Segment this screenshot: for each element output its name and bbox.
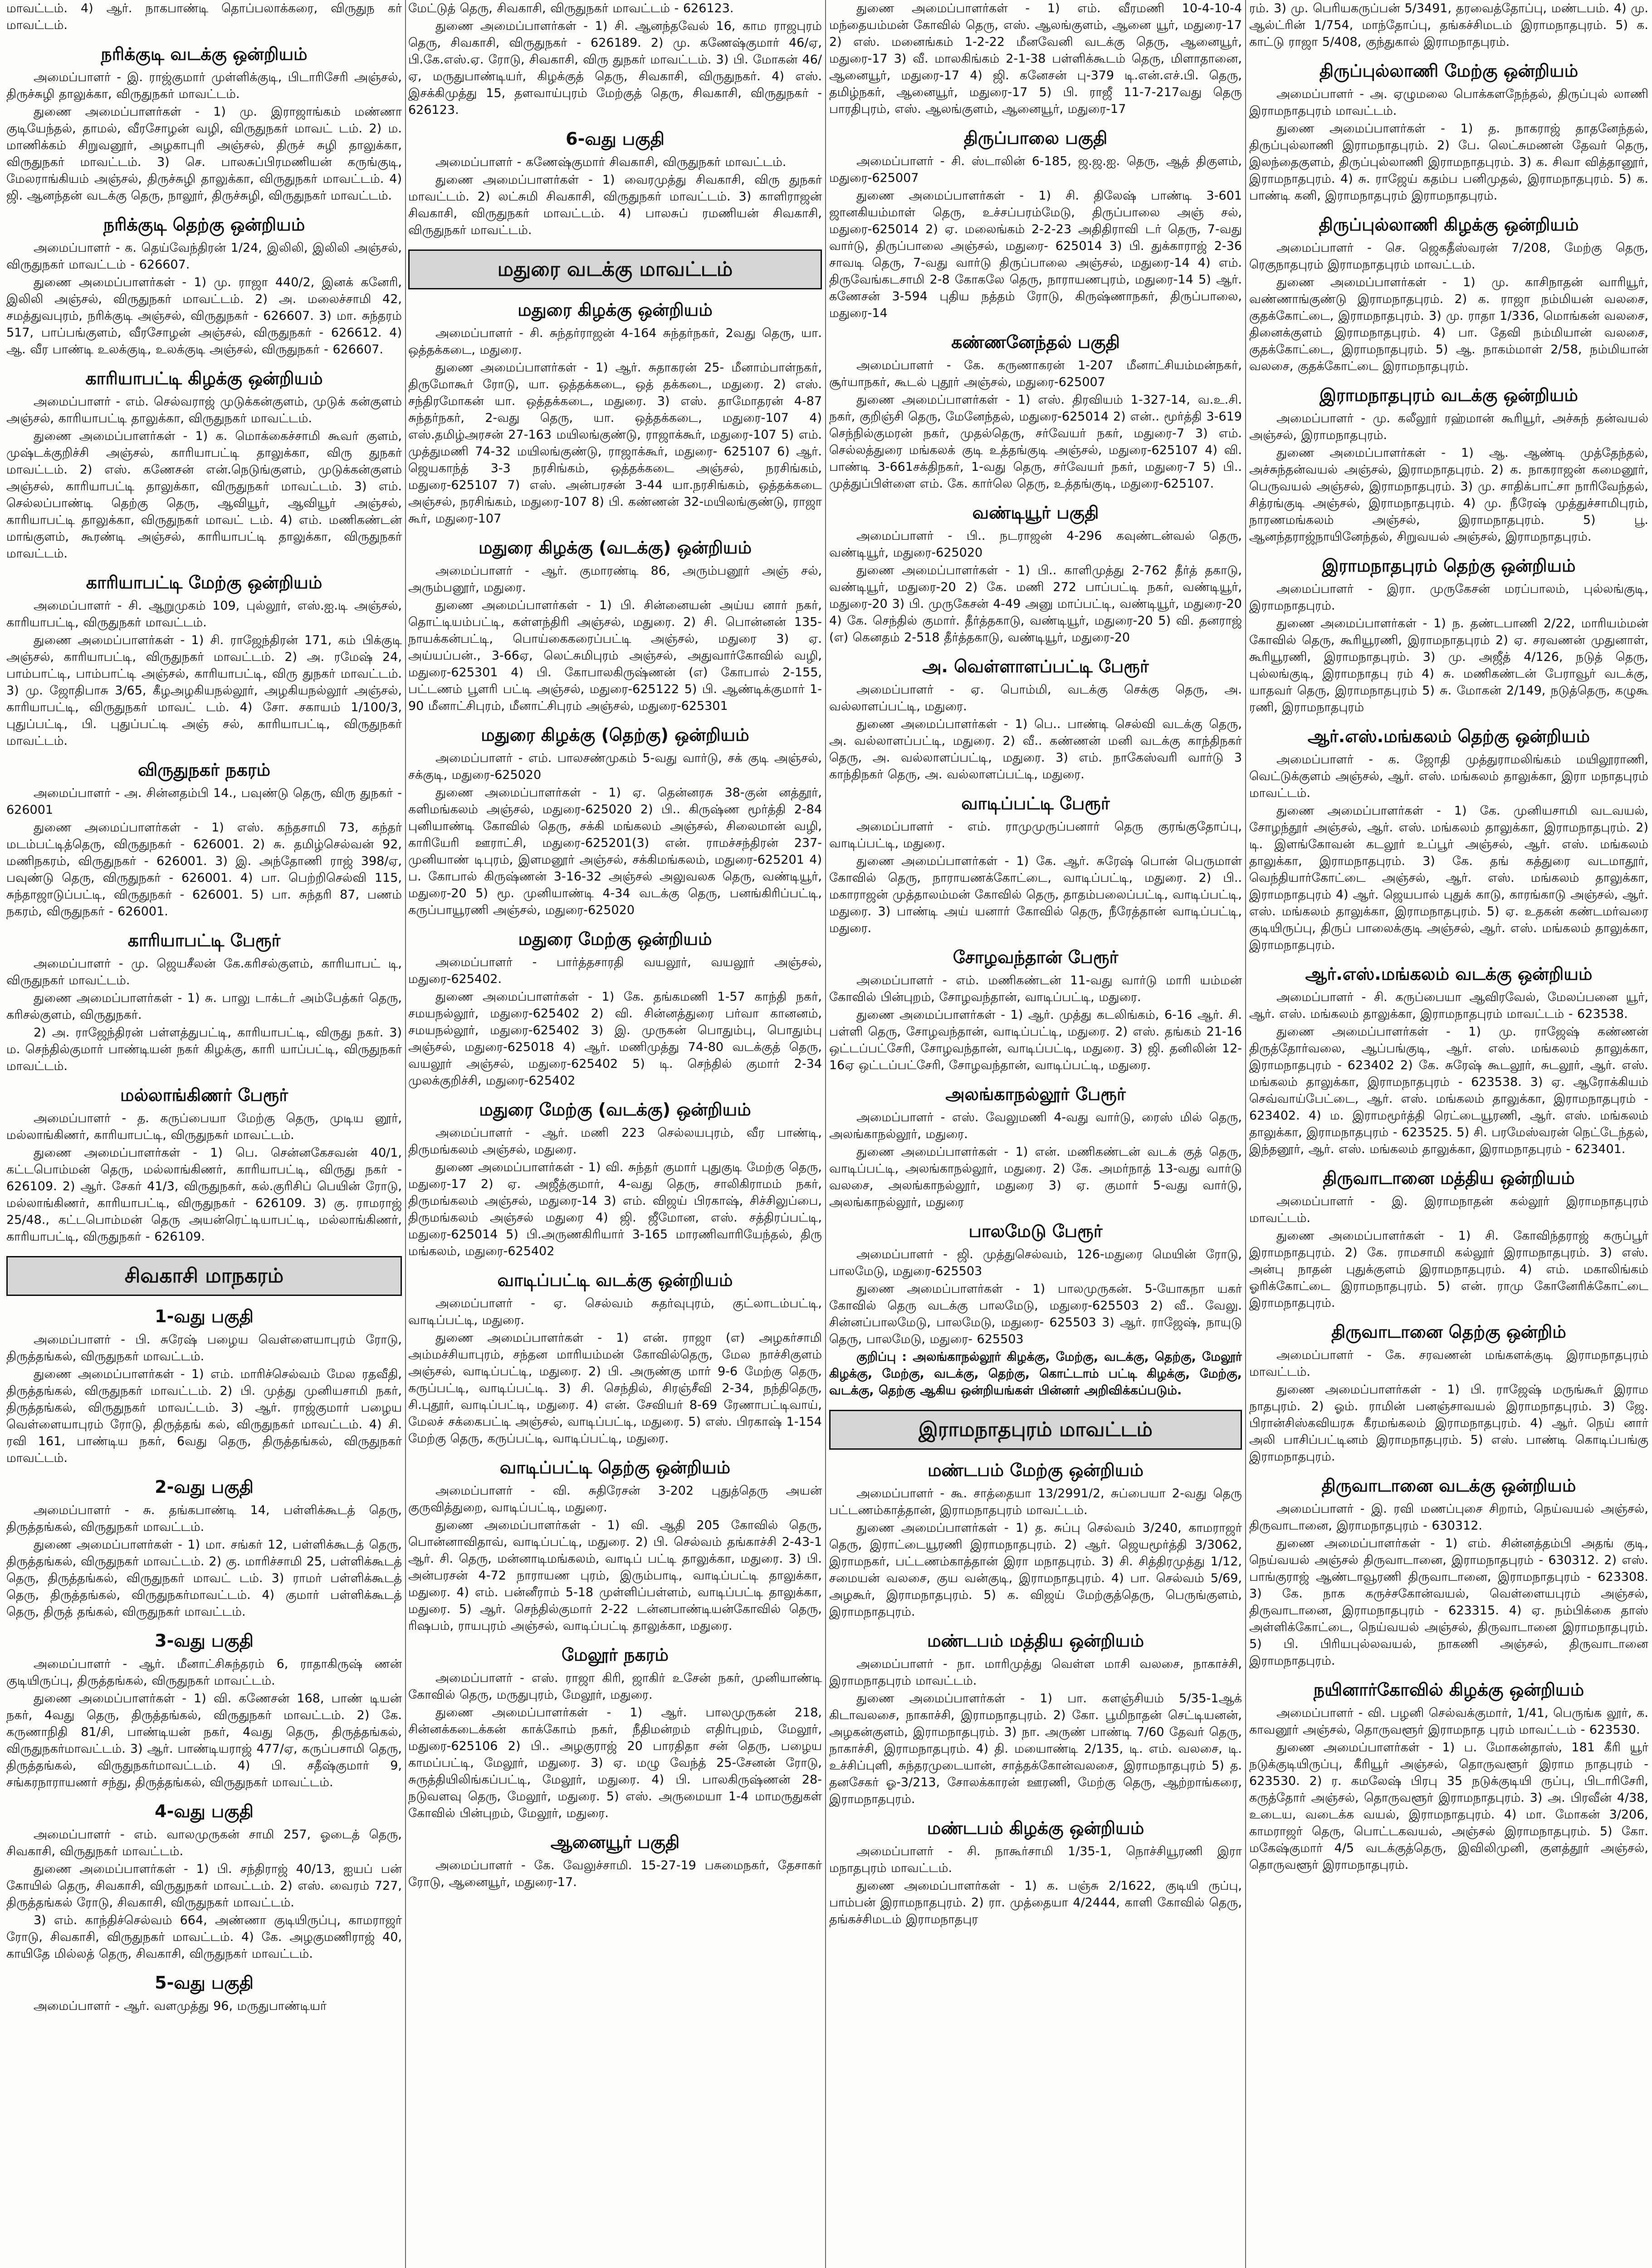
- section-heading: காரியாபட்டி கிழக்கு ஒன்றியம்: [85, 368, 323, 388]
- entry-paragraph: அமைப்பாளர் - அ. சின்னதம்பி 14., பவுண்டு தெரு, விரு துநகர் - 626001: [6, 786, 402, 817]
- entry-paragraph: அமைப்பாளர் - வி. சுதிரேசன் 3-202 புதுத்தெரு அயன் குருவித்துறை, வாடிப்பட்டி, மதுரை.: [408, 1484, 822, 1515]
- entry-paragraph: துணை அமைப்பாளர்கள் - 1) ஆர். சுதாகரன் 25- மீனாம்பாள்நகர், திருமோகூர் ரோடு, யா. ஒத்தக்கடை, ஒத் தக்கடை, மதுரை. 2) எஸ். சந்திரமோகன் யா. ஒத்தக்கடை, மதுரை. 3) எஸ். தாமோதரன் 4-87 சுந்தர்நகர், 2-வது தெரு, யா. ஒத்தக்கடை, மதுரை-107 4) எஸ்.தமிழ்அரசன் 27-163 மயிலங்குண்டு, ராஜாக்கூர், மதுரை-107 5) எம். முத்துமணி 74-32 மயிலங்குண்டு, ராஜாக்கூர், மதுரை- 625107 6) ஆர். ஜெயகாந்த் 3-3 நரசிங்கம், ஒத்தக்கடை அஞ்சல், நரசிங்கம், மதுரை-625107 7) எஸ். அன்பரசன் 3-44 யா.நரசிங்கம், ஒத்தக்கடை அஞ்சல், நரசிங்கம், மதுரை-107 8) பி. கண்ணன் 32-மயிலங்குண்டு, ராஜா கூர், மதுரை-107: [408, 361, 822, 526]
- section-heading: திருப்புல்லாணி கிழக்கு ஒன்றியம்: [1319, 215, 1579, 235]
- section-heading: வாடிப்பட்டி பேரூர்: [961, 793, 1110, 813]
- entry-paragraph: துணை அமைப்பாளர்கள் - 1) வி. ஆதி 205 கோவில் தெரு, பொன்னாவிதாவ், வாடிப்பட்டி, மதுரை. 2) பி. செல்வம் தங்காச்சி 2-43-1 ஆர். சி. தெரு, மன்னாடிமங்கலம், வாடிப் பட்டி தாலுக்கா, மதுரை. 3) பி. அன்பரசன் 4-72 நாராயண புரம், இரும்பாடி, வாடிப்பட்டி தாலுக்கா, மதுரை. 4) எம். பன்னீராம் 5-18 முள்ளிப்பள்ளம், வாடிப்பட்டி தாலுக்கா, மதுரை. 5) ஆர். செந்தில்குமார் 2-22 டன்னபாண்டியன்கோவில் தெரு, ரிஷபம், ராயபுரம் அஞ்சல், வாடிப்பட்டி தாலுக்கா, மதுரை.: [408, 1518, 822, 1633]
- entry-paragraph: மாவட்டம். 4) ஆர். நாகபாண்டி தொப்பலாக்கரை, விருதுந கர் மாவட்டம்.: [6, 1, 402, 32]
- section-heading: பாலமேடு பேரூர்: [968, 1221, 1103, 1241]
- entry-paragraph: துணை அமைப்பாளர்கள் - 1) என். மணிகண்டன் வடக் குத் தெரு, வாடிப்பட்டி, அலங்காநல்லூர், மதுரை. 2) கே. அமர்நாத் 13-வது வார்டு வலசை, அலங்காநல்லூர், மதுரை 3) ஏ. குமார் 5-வது வார்டு, அலங்காநல்லூர், மதுரை: [829, 1145, 1242, 1209]
- section-heading: மதுரை கிழக்கு (தெற்கு) ஒன்றியம்: [481, 725, 749, 745]
- section-heading: 1-வது பகுதி: [155, 1306, 254, 1326]
- entry-paragraph: அமைப்பாளர் - கே. கருணாகரன் 1-207 மீனாட்சியம்மன்நகர், சூர்யாநகர், கூடல் புதூர் அஞ்சல், மதுரை-625007: [829, 358, 1242, 389]
- entry-paragraph: அமைப்பாளர் - அ. ஏழுமலை பொக்களநேந்தல், திருப்புல் லாணி இராமநாதபுரம் மாவட்டம்.: [1249, 87, 1648, 118]
- entry-paragraph: அமைப்பாளர் - எம். மணிகண்டன் 11-வது வார்டு மாரி யம்மன் கோவில் பின்புறம், சோழவந்தான், வாடிப்பட்டி, மதுரை.: [829, 973, 1242, 1004]
- section-heading: அலங்காநல்லூர் பேரூர்: [945, 1084, 1126, 1104]
- section-heading: 4-வது பகுதி: [155, 1801, 254, 1821]
- section-heading: மண்டபம் மத்திய ஒன்றியம்: [927, 1631, 1144, 1651]
- column-1: [6, 0, 402, 2268]
- section-heading: அ. வெள்ளாளப்பட்டி பேரூர்: [922, 656, 1149, 676]
- entry-paragraph: அமைப்பாளர் - த. கருப்பையா மேற்கு தெரு, முடிய னூர், மல்லாங்கிணர், காரியாபட்டி, விருதுநகர் மாவட்டம்.: [6, 1111, 402, 1142]
- entry-paragraph: அமைப்பாளர் - எஸ். வேலுமணி 4-வது வார்டு, ரைஸ் மில் தெரு, அலங்காநல்லூர், மதுரை.: [829, 1110, 1242, 1141]
- entry-paragraph: துணை அமைப்பாளர்கள் - 1) பா. களஞ்சியம் 5/35-1ஆக் கிடாவலசை, நாகாச்சி, இராமநாதபுரம். 2) கோ. பூமிநாதன் செட்டியனன், அழகன்குளம், இராமநாதபுரம். 3) நா. அருண் பாண்டி 7/60 தேவர் தெரு, நாகாச்சி, இராமநாதபுரம். 4) தி. மயைாண்டி 2/135, டி. எம். வலசை, டி. உச்சிப்புளி, சுந்தரமுடையான், சாத்தக்கோன்வலசை, இராமநாதபுரம் 5) த. தனசேகர் ஓ-3/213, சோலக்காரன் ஊரணி, மேற்கு தெரு, ஆற்றாங்கரை, இராமநாதபுரம்.: [829, 1691, 1242, 1806]
- column-3: [829, 0, 1242, 2268]
- section-heading: திருப்புல்லாணி மேற்கு ஒன்றியம்: [1319, 61, 1579, 81]
- entry-paragraph: அமைப்பாளர் - சு. தங்கபாண்டி 14, பள்ளிக்கூடத் தெரு, திருத்தங்கல், விருதுநகர் மாவட்டம்.: [6, 1503, 402, 1534]
- entry-paragraph: அமைப்பாளர் - இரா. முருகேசன் மரப்பாலம், புல்லங்குடி, இராமநாதபுரம்.: [1249, 582, 1648, 613]
- entry-paragraph: அமைப்பாளர் - பி. சுரேஷ் பழைய வெள்ளையாபுரம் ரோடு, திருத்தங்கல், விருதுநகர் மாவட்டம்.: [6, 1333, 402, 1364]
- entry-paragraph: துணை அமைப்பாளர்கள் - 1) மா. சங்கர் 12, பள்ளிக்கூடத் தெரு, திருத்தங்கல், விருதுநகர் மாவட்டம். 2) கு. மாரிச்சாமி 25, பள்ளிக்கூடத் தெரு, திருத்தங்கல், விருதுநகர் மாவட் டம். 3) ராமர் பள்ளிக்கூடத் தெரு, திருத்தங்கல், விருதுநகர்மாவட்டம். 4) குமார் பள்ளிக்கூடத் தெரு, திருத் தங்கல், விருதுநகர் மாவட்டம்.: [6, 1538, 402, 1619]
- entry-paragraph: துணை அமைப்பாளர்கள் - 1) த. சுப்பு செல்வம் 3/240, காமராஜர் தெரு, இராட்டையூரணி இராமநாதபுரம். 2) ஆர். ஜெயமூர்த்தி 3/3062, இராமநகர், பட்டணம்காத்தான் இரா மநாதபுரம். 3) சி. சித்திரமுத்து 1/12, சமையன் வலசை, குய வன்குடி, இராமநாதபுரம். 4) பா. செல்வம் 5/69, அழகூர், இராமநாதபுரம். 5) க. விஜய் மேற்குத்தெரு, பெருங்குளம், இராமநாதபுரம்.: [829, 1521, 1242, 1619]
- entry-paragraph: துணை அமைப்பாளர்கள் - 1) எஸ். திரவியம் 1-327-14, வ.உ.சி. நகர், குறிஞ்சி தெரு, மேனேந்தல், மதுரை-625014 2) என்.. மூர்த்தி 3-619 செந்நில்குமரன் நகர், முதல்தெரு, சர்வேயர் நகர், மதுரை-7 3) எம். செல்லத்துரை மங்கலக் குடி உத்தங்குடி அஞ்சல், மதுரை-625107 4) வி. பாண்டி 3-661சக்திநகர், 1-வது தெரு, சர்வேயர் நகர், மதுரை-7 5) பி.. முத்துப்பிள்ளை எம். கே. கார்லெ தெரு, உத்தங்குடி, மதுரை-625107.: [829, 393, 1242, 491]
- entry-paragraph: அமைப்பாளர் - ஆர். மணி 223 செல்லயபுரம், வீர பாண்டி, திருமங்கலம் அஞ்சல், மதுரை.: [408, 1126, 822, 1157]
- entry-paragraph: குறிப்பு : அலங்காநல்லூர் கிழக்கு, மேற்கு, வடக்கு, தெற்கு, மேலூர் கிழக்கு, மேற்கு, வடக்கு, தெற்கு, கொட்டாம் பட்டி கிழக்கு, மேற்கு, வடக்கு, தெற்கு ஆகிய ஒன்றியங்கள் பின்னர் அறிவிக்கப்படும்.: [829, 1350, 1242, 1398]
- section-heading: 6-வது பகுதி: [566, 129, 665, 149]
- section-heading: மேலூர் நகரம்: [561, 1645, 669, 1665]
- entry-paragraph: துணை அமைப்பாளர்கள் - 1) ஆ. ஆண்டி முத்தேந்தல், அச்சுந்தன்வயல் அஞ்சல், இராமநாதபுரம். 2) க. நாகராஜன் கமைனூர், பெருவயல் அஞ்சல், இராமநாதபுரம். 3) மு. சாதிக்பாட்சா நாரிவேந்தல், சித்ரங்குடி அஞ்சல், இராமநாதபுரம். 4) மு. நீரேஷ் முத்துச்சாமிபுரம், நாரணமங்கலம் அஞ்சல், இராமநாதபுரம். 5) பூ. ஆனந்தராஜ்நாயினேந்தல், சிறுவயல் அஞ்சல், இராமநாதபுரம்.: [1249, 446, 1648, 544]
- entry-paragraph: அமைப்பாளர் - க. ஜோதி முத்துராமலிங்கம் மயிலூராணி, வெட்டுக்குளம் அஞ்சல், ஆர். எஸ். மங்கலம் தாலுக்கா, இரா மநாதபுரம் மாவட்டம்.: [1249, 753, 1648, 800]
- entry-paragraph: துணை அமைப்பாளர்கள் - 1) க. பஞ்சு 2/1622, குடியி ருப்பு, பாம்பன் இராமநாதபுரம். 2) ரா. முத்தையா 4/2444, காளி கோவில் தெரு, தங்கச்சிமடம் இராமநாதபுர: [829, 1879, 1242, 1926]
- section-heading: இராமநாதபுரம் தெற்கு ஒன்றியம்: [1322, 556, 1576, 576]
- entry-paragraph: அமைப்பாளர் - வி. பழனி செல்வக்குமார், 1/41, பெருங்க லூர், க. காவனூர் அஞ்சல், தொருவளூர் இராமநாத புரம் மாவட்டம் - 623530.: [1249, 1706, 1648, 1737]
- section-heading: நயினார்கோவில் கிழக்கு ஒன்றியம்: [1313, 1680, 1584, 1700]
- entry-paragraph: துணை அமைப்பாளர்கள் - 1) ப. மோகன்தாஸ், 181 கீரி யூர் நடுக்குடியிருப்பு, கீரியூர் அஞ்சல், தொருவளூர் இராம நாதபுரம் - 623530. 2) ர. கமலேஷ் பிரபு 35 நடுக்குடியி ருப்பு, பிடாரிசேரி, கருத்தோர் அஞ்சல், தொருவளூர் இராமநாதபுரம். 3) அ. பிரவீன் 4/38, உடைய, வடைக்க வயல், இராமநாதபுரம். 4) மா. மோகன் 3/206, காமராஜர் தெரு, பொட்டகவயல், அஞ்சல் இராமநாதபுரம். 5) கோ. மகேஷ்குமார் 4/5 வடக்குத்தெரு, இவிலிமுனி, குளத்தூர் அஞ்சல், தொருவளூர் இராமநாதபுரம்.: [1249, 1740, 1648, 1872]
- entry-paragraph: துணை அமைப்பாளர்கள் - 1) பெ.. பாண்டி செல்வி வடக்கு தெரு, அ. வல்லாளப்பட்டி, மதுரை. 2) வீ.. கண்ணன் மனி வடக்கு காந்திநகர் தெரு, அ. வல்லாளப்பட்டி, மதுரை. 3) எம். நாகேஸ்வரி வார்டு 3 காந்திநகர் தெரு, அ. வல்லாளப்பட்டி, மதுரை.: [829, 717, 1242, 782]
- entry-paragraph: அமைப்பாளர் - எம். ராமுமுருப்பனார் தெரு குரங்குதோப்பு, வாடிப்பட்டி, மதுரை.: [829, 820, 1242, 850]
- entry-paragraph: 3) எம். காந்திச்செல்வம் 664, அண்ணா குடியிருப்பு, காமராஜர் ரோடு, சிவகாசி, விருதுநகர் மாவட்டம். 4) கே. அழகுமணிராஜ் 40, காயிதே மில்லத் தெரு, சிவகாசி, விருதுநகர் மாவட்டம்.: [6, 1913, 402, 1961]
- entry-paragraph: துணை அமைப்பாளர்கள் - 1) வி. கணேசன் 168, பாண் டியன் நகர், 4வது தெரு, திருத்தங்கல், விருதுநகர் மாவட்டம். 2) கே. கருணாநிதி 81/சி, பாண்டியன் நகர், 4வது தெரு, திருத்தங்கல், விருதுநகர்மாவட்டம். 3) ஆர். பாண்டியராஜ் 477/ஏ, கருப்பசாமி தெரு, திருத்தங்கல், விருதுநகர்மாவட்டம். 4) பி. சதீஷ்குமார் 9, சங்கரநாராயணர் சந்து, திருத்தங்கல், விருதுநகர் மாவட்டம்.: [6, 1691, 402, 1789]
- entry-paragraph: அமைப்பாளர் - எம். பாலசண்முகம் 5-வது வார்டு, சக் குடி அஞ்சல், சக்குடி, மதுரை-625020: [408, 751, 822, 782]
- section-heading: காரியாபட்டி மேற்கு ஒன்றியம்: [86, 572, 323, 592]
- entry-paragraph: அமைப்பாளர் - இ. இராமநாதன் கல்லூர் இராமநாதபுரம் மாவட்டம்.: [1249, 1194, 1648, 1225]
- entry-paragraph: துணை அமைப்பாளர்கள் - 1) ஏ. தென்னரசு 38-குன் னத்தூர், களிமங்கலம் அஞ்சல், மதுரை-625020 2) பி.. கிருஷ்ண மூர்த்தி 2-84 புனியாண்டி கோவில் தெரு, சக்கி மங்கலம் அஞ்சல், சிலைமான் வழி, காரியேரி ஊராட்சி, மதுரை-625201(3) என். ராமச்சந்திரன் 237-முனியாண் டிபுரம், இளமனூர் அஞ்சல், சக்கிமங்கலம், மதுரை-625201 4) ப. கோபால் கிருஷ்ணன் 3-16-32 அஞ்சல் அலுவலக தெரு, வண்டியூர், மதுரை-20 5) மூ. முனியாண்டி 4-34 வடக்கு தெரு, பனங்கிரிப்பட்டி, கருப்பாயூரணி அஞ்சல், மதுரை-625020: [408, 786, 822, 917]
- entry-paragraph: துணை அமைப்பாளர்கள் - 1) க. மொக்கைச்சாமி கூவர் குளம், முஷ்டக்குறிச்சி அஞ்சல், காரியாபட்டி தாலுக்கா, விரு துநகர் மாவட்டம். 2) எஸ். கணேசன் என்.நெடுங்குளம், முடுக்கன்குளம் அஞ்சல், காரியாபட்டி தாலுக்கா, விருதுநகர் மாவட்டம். 3) எம். செல்லப்பாண்டி தெற்கு தெரு, ஆவியூர், ஆவியூர் அஞ்சல், காரியாபட்டி தாலுக்கா, விருதுநகர் மாவட் டம். 4) எம். மணிகண்டன் மாங்குளம், கூரண்டி அஞ்சல், காரியாபட்டி தாலுக்கா, விருதுநகர் மாவட்டம்.: [6, 429, 402, 561]
- entry-paragraph: அமைப்பாளர் - எம். வாலமுருகன் சாமி 257, ஓடைத் தெரு, சிவகாசி, விருதுநகர் மாவட்டம்.: [6, 1828, 402, 1858]
- district-heading: மதுரை வடக்கு மாவட்டம்: [408, 249, 822, 289]
- entry-paragraph: அமைப்பாளர் - சி. சுந்தர்ராஜன் 4-164 சுந்தர்நகர், 2வது தெரு, யா. ஒத்தக்கடை, மதுரை.: [408, 326, 822, 357]
- entry-paragraph: அமைப்பாளர் - மு. கலீலூர் ரஹ்மான் கூரியூர், அச்சுந் தன்வயல் அஞ்சல், இராமநாதபுரம்.: [1249, 411, 1648, 442]
- section-heading: காரியாபட்டி பேரூர்: [127, 930, 281, 950]
- entry-paragraph: அமைப்பாளர் - ஆர். மீனாட்சிசுந்தரம் 6, ராதாகிருஷ் ணன் குடியிருப்பு, திருத்தங்கல், விருதுநகர் மாவட்டம்.: [6, 1657, 402, 1688]
- entry-paragraph: துணை அமைப்பாளர்கள் - 1) எம். சின்னத்தம்பி அதங் குடி, நெய்வயல் அஞ்சல் திருவாடானை, இராமநாதபுரம் - 630312. 2) எஸ். பாங்குராஜ் ஆண்டாவூரணி திருவாடானை, இராமநாதபுரம் - 623308. 3) கே. நாக கருச்சகோன்வயல், வெள்ளையபுரம் அஞ்சல், திருவாடானை, இராமநாதபுரம் - 623315. 4) ஏ. நம்பிக்கை தாஸ் அள்ளிக்கோட்டை, நெய்வயல் அஞ்சல், திருவாடானை இராமநாதபுரம். 5) பி. பிரியபுல்லவயல், நாகணி அஞ்சல், திருவாடானை இராமநாதபுரம்.: [1249, 1536, 1648, 1668]
- section-heading: மண்டபம் கிழக்கு ஒன்றியம்: [927, 1818, 1144, 1838]
- section-heading: நரிக்குடி தெற்கு ஒன்றியம்: [103, 215, 305, 235]
- entry-paragraph: துணை அமைப்பாளர்கள் - 1) பாலமுருகன். 5-யோகநா யகர் கோவில் தெரு வடக்கு பாலமேடு, மதுரை-625503 2) வீ.. வேலு. சின்னப்பாலமேடு, பாலமேடு, மதுரை- 625503 3) ஆர். ராஜேஷ், நாயுடு தெரு, பாலமேடு, மதுரை- 625503: [829, 1282, 1242, 1346]
- column-4: [1249, 0, 1648, 2268]
- section-heading: 5-வது பகுதி: [155, 1973, 254, 1993]
- entry-paragraph: அமைப்பாளர் - ஆர். வளமுத்து 96, மருதுபாண்டியர்: [34, 1999, 327, 2013]
- entry-paragraph: துணை அமைப்பாளர்கள் - 1) பி.. காளிமுத்து 2-762 தீர்த் தகாடு, வண்டியூர், மதுரை-20 2) கே. மணி 272 பாப்பட்டி நகர், வண்டியூர், மதுரை-20 3) பி. முருகேசன் 4-49 அனு மாப்பட்டி, வண்டியூர், மதுரை-20 4) கே. செந்தில் குமார். தீர்த்தகாடு, வண்டியூர், மதுரை-20 5) வி. தனராஜ் (எ) கெனதம் 2-518 தீர்த்தகாடு, வண்டியூர், மதுரை-20: [829, 563, 1242, 645]
- entry-paragraph: அமைப்பாளர் - சி. நாகூர்சாமி 1/35-1, நொச்சியூரணி இரா மநாதபுரம் மாவட்டம்.: [829, 1844, 1242, 1875]
- entry-paragraph: துணை அமைப்பாளர்கள் - 1) எஸ். கந்தசாமி 73, கந்தர் மடம்பட்டித்தெரு, விருதுநகர் - 626001. 2) சு. தமிழ்செல்வன் 92, மணிநகரம், விருதுநகர் - 626001. 3) இ. அந்தோணி ராஜ் 398/ஏ, பவுண்டு தெரு, விருதுநகர் - 626001. 4) பா. பெற்றிசெல்வி 115, சுந்தாஜாடுப்பட்டி, விருதுநகர் - 626001. 5) பா. சுந்தரி 87, பணம் நகரம், விருதுநகர் - 626001.: [6, 821, 402, 919]
- section-heading: ஆனையூர் பகுதி: [550, 1832, 680, 1852]
- section-heading: வாடிப்பட்டி தெற்கு ஒன்றியம்: [499, 1457, 731, 1477]
- section-heading: வாடிப்பட்டி வடக்கு ஒன்றியம்: [497, 1270, 733, 1290]
- section-heading: இராமநாதபுரம் வடக்கு ஒன்றியம்: [1320, 385, 1578, 405]
- entry-paragraph: அமைப்பாளர் - எஸ். ராஜா கிரி, ஜாகிர் உசேன் நகர், முனியாண்டி கோவில் தெரு, மருதுபுரம், மேலூர், மதுரை.: [408, 1671, 822, 1702]
- entry-paragraph: துணை அமைப்பாளர்கள் - 1) மு. ராஜா 440/2, இனக் கனேரி, இலிலி அஞ்சல், விருதுநகர் மாவட்டம். 2) அ. மலைச்சாமி 42, சமத்துவபுரம், நரிக்குடி அஞ்சல், விருதுநகர் - 626607. 3) மா. சுந்தரம் 517, பாப்பங்குளம், வீரசோழன் அஞ்சல், விருதுநகர் - 626612. 4) ஆ. வீர பாண்டி உலக்குடி, உலக்குடி அஞ்சல், விருதுநகர் - 626607.: [6, 275, 402, 357]
- entry-paragraph: அமைப்பாளர் - ஜி. முத்துசெல்வம், 126-மதுரை மெயின் ரோடு, பாலமேடு, மதுரை-625503: [829, 1247, 1242, 1278]
- entry-paragraph: அமைப்பாளர் - செ. ஜெகதீஸ்வரன் 7/208, மேற்கு தெரு, ரெகுநாதபுரம் இராமநாதபுரம் மாவட்டம்.: [1249, 241, 1648, 272]
- section-heading: மண்டபம் மேற்கு ஒன்றியம்: [927, 1460, 1144, 1480]
- section-heading: மதுரை மேற்கு ஒன்றியம்: [518, 929, 712, 949]
- entry-paragraph: துணை அமைப்பாளர்கள் - 1) வி. சுந்தர் குமார் புதுகுடி மேற்கு தெரு, மதுரை-17 2) ஏ. அஜீத்குமார், 4-வது தெரு, சாலிகிராமம் நகர், திருமங்கலம் அஞ்சல், மதுரை-14 3) எம். விஜய் பிரகாஷ், சிச்சிலுப்பை, திருமங்கலம் அஞ்சல் மதுரை 4) ஜி. ஜீமோன, எஸ். சத்திரப்பட்டி, மதுரை-625014 5) பி.அருணகிரியார் 3-165 மாரணிவாரியேந்தல், திரு மங்கலம், மதுரை-625402: [408, 1160, 822, 1258]
- column-divider: [405, 0, 406, 2268]
- section-heading: மதுரை கிழக்கு ஒன்றியம்: [518, 300, 713, 320]
- entry-paragraph: துணை அமைப்பாளர்கள் - 1) ஆர். பாலமுருகன் 218, சின்னக்கடைக்கன் காக்கோம் நகர், நீதிமன்றம் எதிர்புறம், மேலூர், மதுரை-625106 2) பி.. அழகுராஜ் 20 பாரதிதா சன் தெரு, பழைய காமப்பட்டி, மேலூர், மதுரை. 3) ஏ. மழு வேந்த் 25-சேனன் ரோடு, சுருத்தியிலிங்கப்பட்டி, மேலூர், மதுரை. 4) பி. பாலகிருஷ்ணன் 28-நடுவளவு தெரு, மேலூர், மதுரை. 5) எஸ். அருமையா 1-4 மாமருதுகள் கோவில் பின்புறம், மேலூர், மதுரை.: [408, 1706, 822, 1820]
- section-heading: 3-வது பகுதி: [155, 1631, 254, 1651]
- entry-paragraph: துணை அமைப்பாளர்கள் - 1) மு. இராஜாங்கம் மண்ணா குடியேந்தல், தாமல், வீரசோழன் வழி, விருதுநகர் மாவட் டம். 2) ம. மாணிக்கம் சிறுவனூர், அழகாபுரி அஞ்சல், திருச் சுழி தாலுக்கா, விருதுநகர் மாவட்டம். 3) செ. பாலசுப்பிரமணியன் கருங்குடி, மேலராங்கியம் அஞ்சல், திருச்சுழி தாலுக்கா, விருதுநகர் மாவட்டம். 4) ஜி. ஆனந்தன் வடக்கு தெரு, நாலூர், திருச்சுழி, விருதுநகர் மாவட்டம்.: [6, 105, 402, 203]
- entry-paragraph: அமைப்பாளர் - கே. வேலுச்சாமி. 15-27-19 பசுமைநகர், தேசாகர் ரோடு, ஆனையூர், மதுரை-17.: [408, 1858, 822, 1889]
- section-heading: மதுரை கிழக்கு (வடக்கு) ஒன்றியம்: [478, 538, 752, 557]
- entry-paragraph: துணை அமைப்பாளர்கள் - 1) மு. காசிநாதன் வாரியூர், வண்ணாங்குண்டு இராமநாதபுரம். 2) க. ராஜா நம்மியன் வலசை, குதக்கோட்டை, இராமநாதபுரம். 3) மு. ராதா 1/336, மொங்கன் வலசை, தினைக்குளம் இராமநாதபுரம். 4) பா. தேவி நம்மியான் வலசை, குதக்கோட்டை, இராமநாதபுரம். 5) ஆ. நாகம்மாள் 2/58, நம்மியான் வலசை, குதக்கோட்டை இராமநாதபுரம்.: [1249, 275, 1648, 373]
- entry-paragraph: துணை அமைப்பாளர்கள் - 1) சி. ஆனந்தவேல் 16, காம ராஜபுரம் தெரு, சிவகாசி, விருதுநகர் - 626189. 2) மு. கணேஷ்குமார் 46/ஏ, பி.கே.எஸ்.ஏ. ரோடு, சிவகாசி, விரு துநகர் மாவட்டம். 3) பி. மோகன் 46/ஏ, மருதுபாண்டியர், கிழக்குத் தெரு, சிவகாசி, விருதுநகர். 4) எஸ். இசக்கிமுத்து 15, தளவாய்புரம் மேற்குத் தெரு, சிவகாசி, விருதுநகர் - 626123.: [408, 19, 822, 117]
- entry-paragraph: துணை அமைப்பாளர்கள் - 1) கே. ஆர். சுரேஷ் பொன் பெருமாள் கோவில் தெரு, நாராயணக்கோட்டை, வாடிப்பட்டி, மதுரை. 2) பி.. மகாராஜன் முத்தாலம்மன் கோவில் தெரு, தாதம்பலைப்பட்டி, வாடிப்பட்டி, மதுரை. 3) பாண்டி அய் யனார் கோவில் தெரு, நீரேத்தான் வாடிப்பட்டி, மதுரை.: [829, 854, 1242, 935]
- entry-paragraph: துணை அமைப்பாளர்கள் - 1) ஆர். முத்து கடலிங்கம், 6-16 ஆர். சி. பள்ளி தெரு, சோழவந்தான், வாடிப்பட்டி, மதுரை. 2) எஸ். தங்கம் 21-16 ஒட்டப்பட்சேரி, சோழவந்தான், வாடிப்பட்டி, மதுரை. 3) ஜி. தனிலின் 12-16ஏ ஒட்டப்பட்சேரி, சோழவந்தான், வாடிப்பட்டி, மதுரை.: [829, 1008, 1242, 1072]
- entry-paragraph: துணை அமைப்பாளர்கள் - 1) பி. சந்திராஜ் 40/13, ஐயப் பன் கோயில் தெரு, சிவகாசி, விருதுநகர் மாவட்டம். 2) எஸ். வைரம் 727, திருத்தங்கல் ரோடு, சிவகாசி, விருதுநகர் மாவட்டம்.: [6, 1862, 402, 1910]
- entry-paragraph: அமைப்பாளர் - எம். செல்வராஜ் முடுக்கன்குளம், முடுக் கன்குளம் அஞ்சல், காரியாபட்டி தாலுக்கா, விருதுநகர் மாவட்டம்.: [6, 395, 402, 425]
- section-heading: ஆர்.எஸ்.மங்கலம் வடக்கு ஒன்றியம்: [1305, 964, 1593, 984]
- section-heading: ஆர்.எஸ்.மங்கலம் தெற்கு ஒன்றியம்: [1307, 726, 1590, 746]
- entry-paragraph: அமைப்பாளர் - இ. ரவி மணப்புசை சிறாம், நெய்வயல் அஞ்சல், திருவாடானை, இராமநாதபுரம் - 630312.: [1249, 1502, 1648, 1533]
- entry-paragraph: துணை அமைப்பாளர்கள் - 1) த. நாகராஜ் தாதனேந்தல், திருப்புல்லாணி இராமநாதபுரம். 2) பே. லெட்சுமணன் தேவர் தெரு, இலந்தைகுளம், திருப்புல்லாணி இராமநாதபுரம். 3) க. சிவா வித்தானூர், இராமநாதபுரம். 4) சு. ராஜேய் கதம்ப பனிமுதல், இராமநாதபுரம். 5) க. பாண்டி கனி, இராமநாதபுரம் இராமநாதபுரம்.: [1249, 122, 1648, 203]
- entry-paragraph: அமைப்பாளர் - கே. சரவணன் மங்களக்குடி இராமநாதபுரம் மாவட்டம்.: [1249, 1348, 1648, 1379]
- entry-paragraph: துணை அமைப்பாளர்கள் - 1) சி. ராஜேந்திரன் 171, கம் பிக்குடி அஞ்சல், காரியாபட்டி, விருதுநகர் மாவட்டம். 2) அ. ரமேஷ் 24, பாம்பாட்டி, பாம்பாட்டி அஞ்சல், காரியாபட்டி, விரு துநகர் மாவட்டம். 3) மு. ஜோதிபாசு 3/65, கீழஅழகியநல்லூர், அழகியநல்லூர் அஞ்சல், காரியாபட்டி, விருதுநகர் மாவட் டம். 4) சோ. சகாயம் 1/100/3, புதுப்பட்டி, பி. புதுப்பட்டி அஞ் சல், காரியாபட்டி, விருதுநகர் மாவட்டம்.: [6, 633, 402, 748]
- entry-paragraph: அமைப்பாளர் - பார்த்தசாரதி வயலூர், வயலூர் அஞ்சல், மதுரை-625402.: [408, 955, 822, 986]
- entry-paragraph: அமைப்பாளர் - நா. மாரிமுத்து வெள்ள மாசி வலசை, நாகாச்சி, இராமநாதபுரம் மாவட்டம்.: [829, 1657, 1242, 1688]
- entry-paragraph: மேட்டுத் தெரு, சிவகாசி, விருதுநகர் மாவட்டம் - 626123.: [408, 1, 734, 15]
- section-heading: சோழவந்தான் பேரூர்: [953, 947, 1119, 967]
- section-heading: திருவாடானை தெற்கு ஒன்றிம்: [1331, 1322, 1566, 1342]
- entry-paragraph: அமைப்பாளர் - சி. கருப்பையா ஆவிரவேல், மேலப்பனை யூர், ஆர். எஸ். மங்கலம் தாலுக்கா, இராமநாதபுரம் மாவட்டம் - 623538.: [1249, 990, 1648, 1021]
- entry-paragraph: அமைப்பாளர் - ஆர். குமாரண்டி 86, அரும்பனூர் அஞ் சல், அரும்பனூர், மதுரை.: [408, 564, 822, 595]
- column-divider: [825, 0, 826, 2268]
- section-heading: திருவாடானை வடக்கு ஒன்றியம்: [1321, 1476, 1576, 1496]
- entry-paragraph: துணை அமைப்பாளர்கள் - 1) ந. தண்டபாணி 2/22, மாரியம்மன் கோவில் தெரு, கூரியூரணி, இராமநாதபுரம் 2) ஏ. சரவணன் முதுனாள், கூரியூரணி, இராமநாதபுரம். 3) மு. அஜீத் 4/126, நடுத் தெரு, புல்லங்குடி, இராமநாதபு ரம் 4) சு. மணிகண்டன் பேராவூர் வடக்கு, யாதவர் தெரு, இராமநாதபுரம் 5) சு. மோகன் 2/149, நடுத்தெரு, கழுகூ ரணி, இராமநாதபுரம்: [1249, 616, 1648, 714]
- entry-paragraph: அமைப்பாளர் - க. தெய்வேந்திரன் 1/24, இலிலி, இலிலி அஞ்சல், விருதுநகர் மாவட்டம் - 626607.: [6, 241, 402, 272]
- section-heading: விருதுநகர் நகரம்: [137, 760, 271, 780]
- entry-paragraph: துணை அமைப்பாளர்கள் - 1) என். ராஜா (எ) அழகர்சாமி அம்மச்சியாபுரம், சந்தன மாரியம்மன் கோவில்தெரு, மேல நாச்சிகுளம் அஞ்சல், வாடிப்பட்டி, மதுரை. 2) பி. அருண்கு மார் 9-6 மேற்கு தெரு, கருப்பட்டி, வாடிப்பட்டி. 3) சி. செந்தில், சிரஞ்சீவி 2-34, நந்திதெரு, சி.புதூர், வாடிப்பட்டி, மதுரை. 4) என். சேவியர் 8-69 ரேணாபட்டிவாய், மேலச் சக்கைபட்டி அஞ்சல், வாடிப்பட்டி, மதுரை. 5) எஸ். பிரகாஷ் 1-154 மேற்கு தெரு, கருப்பட்டி, வாடிப்பட்டி, மதுரை.: [408, 1331, 822, 1446]
- entry-paragraph: துணை அமைப்பாளர்கள் - 1) எம். மாரிச்செல்வம் மேல ரதவீதி, திருத்தங்கல், விருதுநகர் மாவட்டம். 2) பி. முத்து முனியசாமி நகர், திருத்தங்கல், விருதுநகர் மாவட்டம். 3) ஆர். ராஜ்குமார் பழைய வெள்ளையாபுரம் ரோடு, திருத்தங் கல், விருதுநகர் மாவட்டம். 4) சி. ரவி 161, பாண்டிய நகர், 6வது தெரு, திருத்தங்கல், விருதுநகர் மாவட்டம்.: [6, 1367, 402, 1465]
- entry-paragraph: அமைப்பாளர் - சி. ஆறுமுகம் 109, புல்லூர், எஸ்.ஐ.டி அஞ்சல், காரியாபட்டி, விருதுநகர் மாவட்டம்.: [6, 599, 402, 630]
- entry-paragraph: அமைப்பாளர் - கணேஷ்குமார் சிவகாசி, விருதுநகர் மாவட்டம்.: [435, 155, 787, 169]
- section-heading: 2-வது பகுதி: [155, 1477, 254, 1497]
- section-heading: வண்டியூர் பகுதி: [972, 503, 1099, 523]
- entry-paragraph: துணை அமைப்பாளர்கள் - 1) வைரமுத்து சிவகாசி, விரு துநகர் மாவட்டம். 2) லட்சுமி சிவகாசி, விருதுநகர் மாவட்டம். 3) காளிராஜன் சிவகாசி, விருதுநகர் மாவட்டம். 4) பாலசுப் ரமணியன் சிவகாசி, விருதுநகர் மாவட்டம்.: [408, 173, 822, 237]
- entry-paragraph: துணை அமைப்பாளர்கள் - 1) சி. திலேஷ் பாண்டி 3-601 ஜானகியம்மாள் தெரு, உச்சப்பரம்மேடு, திருப்பாலை அஞ் சல், மதுரை-625014 2) ஏ. மலைங்கம் 2-2-23 அதிதிராவி டர் தெரு, 7-வது வார்டு, திருப்பாலை அஞ்சல், மதுரை- 625014 3) பி. துக்காராஜ் 2-36 சாவடி தெரு, 7-வது வார்டு திருப்பாலை அஞ்சல், மதுரை-14 4) எம். திருவேங்கடசாமி 2-8 கோகலே தெரு, நாராயணபுரம், மதுரை-14 5) ஆர். கணேசன் 3-594 புதிய நத்தம் ரோடு, கிருஷ்ணாநகர், திருப்பாலை, மதுரை-14: [829, 189, 1242, 320]
- entry-paragraph: துணை அமைப்பாளர்கள் - 1) சி. கோவிந்தராஜ் கருப்பூர் இராமநாதபுரம். 2) கே. ராமசாமி கல்லூர் இராமநாதபுரம். 3) எஸ். அன்பு நாதன் புதுக்குளம் இராமநாதபுரம். 4) எம். மகாலிங்கம் ஓரிக்கோட்டை இராமநாதபுரம். 5) என். ராமு கோனேரிக்கோட்டை இராமநாதபுரம்.: [1249, 1229, 1648, 1310]
- entry-paragraph: 2) அ. ராஜேந்திரன் பள்ளத்துபட்டி, காரியாபட்டி, விருது நகர். 3) ம. செந்தில்குமார் பாண்டியன் நகர் கிழக்கு, காரி யாப்பட்டி, விருதுநகர் மாவட்டம்.: [6, 1026, 402, 1073]
- entry-paragraph: அமைப்பாளர் - ஏ. பொம்மி, வடக்கு செக்கு தெரு, அ. வல்லாளப்பட்டி, மதுரை.: [829, 683, 1242, 714]
- column-2: [408, 0, 822, 2268]
- entry-paragraph: துணை அமைப்பாளர்கள் - 1) மு. ராஜேஷ் கண்ணன் திருத்தோர்வலை, ஆப்பங்குடி, ஆர். எஸ். மங்கலம் தாலுக்கா, இராமநாதபுரம் - 623402 2) கே. சுரேஷ் கூடலூர், சுடலூர், ஆர். எஸ். மங்கலம் தாலுக்கா, இராமநாதபுரம் - 623538. 3) ஏ. ஆரோக்கியம் செவ்வாய்பேட்டை, ஆர். எஸ். மங்கலம் தாலுக்கா, இராமநாதபுரம் - 623402. 4) ம. இராமமூர்த்தி ரெட்டையூரணி, ஆர். எஸ். மங்கலம் தாலுக்கா, இராமநாதபுரம் - 623525. 5) சி. பரமேஸ்வரன் நெட்டேந்தல், இந்தனூர், ஆர். எஸ். மங்கலம் தாலுக்கா, இராமநாதபுரம் - 623401.: [1249, 1025, 1648, 1156]
- district-heading: இராமநாதபுரம் மாவட்டம்: [829, 1410, 1242, 1450]
- section-heading: திருவாடானை மத்திய ஒன்றியம்: [1323, 1168, 1575, 1188]
- entry-paragraph: துணை அமைப்பாளர்கள் - 1) எம். வீரமணி 10-4-10-4 மந்தையம்மன் கோவில் தெரு, எஸ். ஆலங்குளம், ஆனை யூர், மதுரை-17 2) எஸ். மனைங்கம் 1-2-22 மீனவேனி வடக்கு தெரு, ஆனையூர், மதுரை-17 3) வீ. மாலகிங்கம் 2-1-38 பள்ளிக்கூடம் தெரு, மிளாதானை, ஆனையூர், மதுரை-17 4) ஜி. கனேசன் பு-379 டி.என்.எச்.பி. தெரு, தமிழ்நகர், ஆனையூர், மதுரை-17 5) பி. ராஜீ 11-7-217வது தெரு பாரதிபுரம், எஸ். ஆலங்குளம், ஆனையூர், மதுரை-17: [829, 1, 1242, 116]
- entry-paragraph: அமைப்பாளர் - இ. ராஜ்குமார் முள்ளிக்குடி, பிடாரிசேரி அஞ்சல், திருச்சுழி தாலுக்கா, விருதுநகர் மாவட்டம்.: [6, 70, 402, 101]
- entry-paragraph: அமைப்பாளர் - பி.. நடராஜன் 4-296 கவுண்டன்வல் தெரு, வண்டியூர், மதுரை-625020: [829, 529, 1242, 560]
- entry-paragraph: துணை அமைப்பாளர்கள் - 1) கே. முனியசாமி வடவயல், சோழந்தூர் அஞ்சல், ஆர். எஸ். மங்கலம் தாலுக்கா, இராமநாதபுரம். 2) டி. இளங்கோவன் கடலூர் உப்பூர் அஞ்சல், ஆர். எஸ். மங்கலம் தாலுக்கா, இராமநாதபுரம். 3) கே. தங் கத்துரை வடமாதூர், வெந்தியார்கோட்டை அஞ்சல், ஆர். எஸ். மங்கலம் தாலுக்கா, இராமநாதபுரம் 4) ஆர். ஜெயபால் புதுக் காடு, காரங்காடு அஞ்சல், ஆர். எஸ். மங்கலம் தாலுக்கா, இராமநாதபுரம். 5) ஏ. உதகன் கண்டமர்வரை குடியிருப்பு, திருப் பாலைக்குடி அஞ்சல், ஆர். எஸ். மங்கலம் தாலுக்கா, இராமநாதபுரம்.: [1249, 804, 1648, 952]
- entry-paragraph: அமைப்பாளர் - சி. ஸ்டாலின் 6-185, ஜ.ஜ.ஐ. தெரு, ஆத் திகுளம், மதுரை-625007: [829, 154, 1242, 185]
- entry-paragraph: துணை அமைப்பாளர்கள் - 1) பி. ராஜேஷ் மருங்கூர் இராம நாதபுரம். 2) ஓம். ராமின் பனஞ்சாவயல் இராமநாதபுரம். 3) ஜே. பிரான்சிஸ்கவியரசு கீரமங்கலம் இராமநாதபுரம். 4) ஆர். நெய் னார் அலி பாசிப்பட்டினம் இராமநாதபுரம். 5) எஸ். பாண்டி கொடிப்பங்கு இராமநாதபுரம்.: [1249, 1383, 1648, 1464]
- entry-paragraph: அமைப்பாளர் - ஏ. செல்வம் சுதர்வுபுரம், குட்லாடம்பட்டி, வாடிப்பட்டி, மதுரை.: [408, 1296, 822, 1327]
- entry-paragraph: ரம். 3) மு. பெரியகருப்பன் 5/3491, தரவைத்தோப்பு, மண்டபம். 4) மு. ஆல்ட்ரின் 1/754, மாந்தோப்பு, தங்கச்சிமடம் இராமநாதபுரம். 5) க. காட்டு ராஜா 5/408, குந்துகால் இராமநாதபுரம்.: [1249, 1, 1648, 49]
- entry-paragraph: துணை அமைப்பாளர்கள் - 1) பி. சின்னையன் அய்ய னார் நகர், தொட்டியம்பட்டி, கள்ளந்திரி அஞ்சல், மதுரை. 2) சி. பொன்னன் 135-நாயக்கன்பட்டி, பொய்கைகரைப்பட்டி அஞ்சல், மதுரை 3) ஏ. அய்யப்பன்., 3-66ஏ, லெட்சுமிபுரம் அஞ்சல், அதுவார்கோவில் வழி, மதுரை-625301 4) பி. கோபாலகிருஷ்ணன் (எ) கோபால் 2-155, பட்டணம் பூளரி பட்டி அஞ்சல், மதுரை-625122 5) பி. ஆண்டிக்குமார் 1-90 மீனாட்சிபுரம், மீனாட்சிபுரம் அஞ்சல், மதுரை-625301: [408, 598, 822, 713]
- entry-paragraph: துணை அமைப்பாளர்கள் - 1) பெ. சென்னகேசவன் 40/1, கட்டபொம்மன் தெரு, மல்லாங்கிணர், காரியாபட்டி, விருது நகர் - 626109. 2) ஆர். சேகர் 41/3, விருதுநகர், கல்.குரிசிப் பெயின் ரோடு, மல்லாங்கிணர், காரியாபட்டி, விருதுநகர் - 626109. 3) கு. ராமராஜ் 25/48., கட்டபொம்மன் தெரு அயன்ரெட்டியாபட்டி, மல்லாங்கிணர், காரியாபட்டி, விருதுநகர் - 626109.: [6, 1146, 402, 1244]
- entry-paragraph: துணை அமைப்பாளர்கள் - 1) கே. தங்கமணி 1-57 காந்தி நகர், சமயநல்லூர், மதுரை-625402 2) வி. சின்னத்துரை பர்வா கானனம், சமயநல்லூர், மதுரை-625402 3) இ. முருகன் பொதும்பு, பொதும்பு அஞ்சல், மதுரை-625018 4) ஆர். மணிமுத்து 74-80 வடக்குத் தெரு, வயலூர் அஞ்சல், மதுரை-625402 5) டி. செந்தில் குமார் 2-34 முலக்குறிச்சி, மதுரை-625402: [408, 990, 822, 1088]
- entry-paragraph: துணை அமைப்பாளர்கள் - 1) சு. பாலு டாக்டர் அம்பேத்கர் தெரு, கரிசல்குளம், விருதுநகர்.: [6, 991, 402, 1022]
- entry-paragraph: அமைப்பாளர் - மு. ஜெயசீலன் கே.கரிசல்குளம், காரியாபட் டி, விருதுநகர் மாவட்டம்.: [6, 957, 402, 987]
- district-heading: சிவகாசி மாநகரம்: [6, 1256, 402, 1296]
- section-heading: நரிக்குடி வடக்கு ஒன்றியம்: [101, 44, 308, 64]
- section-heading: திருப்பாலை பகுதி: [963, 128, 1108, 148]
- section-heading: மல்லாங்கிணர் பேரூர்: [120, 1085, 288, 1105]
- entry-paragraph: அமைப்பாளர் - கூ. சாத்தையா 13/2991/2, சுப்பையா 2-வது தெரு பட்டணம்காத்தான், இராமநாதபுரம் மாவட்டம்.: [829, 1486, 1242, 1517]
- section-heading: மதுரை மேற்கு (வடக்கு) ஒன்றியம்: [479, 1100, 751, 1119]
- section-heading: கண்ணனேந்தல் பகுதி: [951, 332, 1120, 352]
- column-divider: [1245, 0, 1246, 2268]
